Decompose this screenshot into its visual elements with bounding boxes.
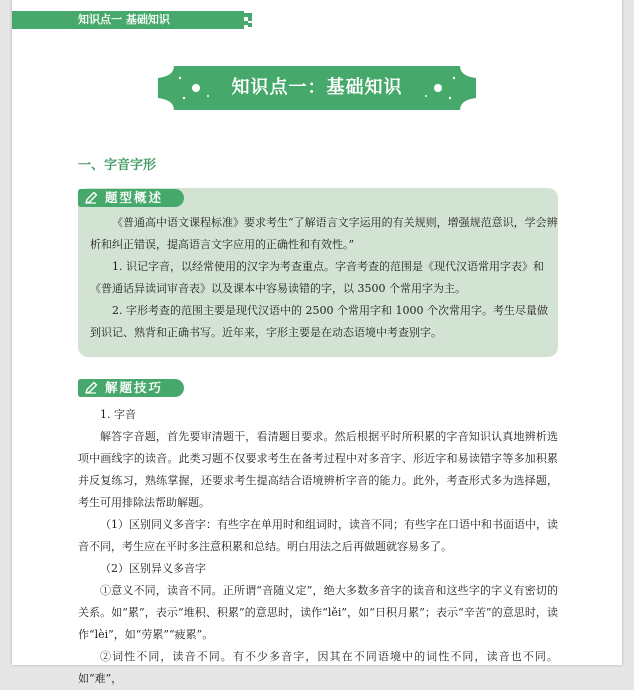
techniques-label-text: 解题技巧 xyxy=(105,380,164,395)
overview-label-text: 题型概述 xyxy=(105,190,164,205)
pen-icon xyxy=(83,190,99,206)
body-paragraph: 解答字音题，首先要审清题干，看清题目要求。然后根据平时所积累的字音知识认真地辨析选项中画线字的读音。此类习题不仅要求考生在备考过程中对多音字、形近字和易读错字等多加积累并反复练习，熟练掌握，还要求考生提高结合语境辨析字音的能力。此外，考查形式多为选择题，考生可用排除法帮助解题。 xyxy=(78,430,558,509)
document-page xyxy=(12,0,622,685)
chapter-tab-label: 知识点一 基础知识 xyxy=(78,13,170,26)
chapter-tab xyxy=(12,11,244,29)
pen-icon xyxy=(83,380,99,396)
overview-paragraph: 1. 识记字音，以经常使用的汉字为考查重点。字音考查的范围是《现代汉语常用字表》和《普通话异读词审音表》以及课本中容易读错的字，以 3500 个常用字为主。 xyxy=(90,260,544,295)
techniques-label xyxy=(78,379,184,397)
overview-label xyxy=(78,189,184,207)
body-paragraph: 1. 字音 xyxy=(100,408,136,421)
banner-title: 知识点一：基础知识 xyxy=(231,77,403,98)
overview-paragraph: 2. 字形考查的范围主要是现代汉语中的 2500 个常用字和 1000 个次常用字。考生尽量做到识记、熟背和正确书写。近年来，字形主要是在动态语境中考查别字。 xyxy=(90,304,548,339)
section-heading: 一、字音字形 xyxy=(78,158,157,173)
tab-decoration xyxy=(244,11,254,29)
knowledge-banner xyxy=(158,66,476,110)
body-paragraph: ①意义不同，读音不同。正所谓“音随义定”，绝大多数多音字的读音和这些字的字义有密切的关系。如“累”，表示“堆积、积累”的意思时，读作“lěi”，如“日积月累”；表示“辛苦”的意思时，读作“lèi”，如“劳累”“疲累”。 xyxy=(78,584,558,641)
overview-paragraph: 《普通高中语文课程标准》要求考生“了解语言文字运用的有关规则，增强规范意识，学会辨析和纠正错误，提高语言文字应用的正确性和有效性。” xyxy=(90,216,558,251)
body-paragraph: （1）区别同义多音字：有些字在单用时和组词时，读音不同；有些字在口语中和书面语中，读音不同，考生应在平时多注意积累和总结。明白用法之后再做题就容易多了。 xyxy=(78,518,558,553)
overview-text xyxy=(90,212,558,344)
body-paragraph: ②词性不同，读音不同。有不少多音字，因其在不同语境中的词性不同，读音也不同。如“难”， xyxy=(78,650,558,685)
techniques-text xyxy=(78,404,558,690)
body-paragraph: （2）区别异义多音字 xyxy=(100,562,206,575)
